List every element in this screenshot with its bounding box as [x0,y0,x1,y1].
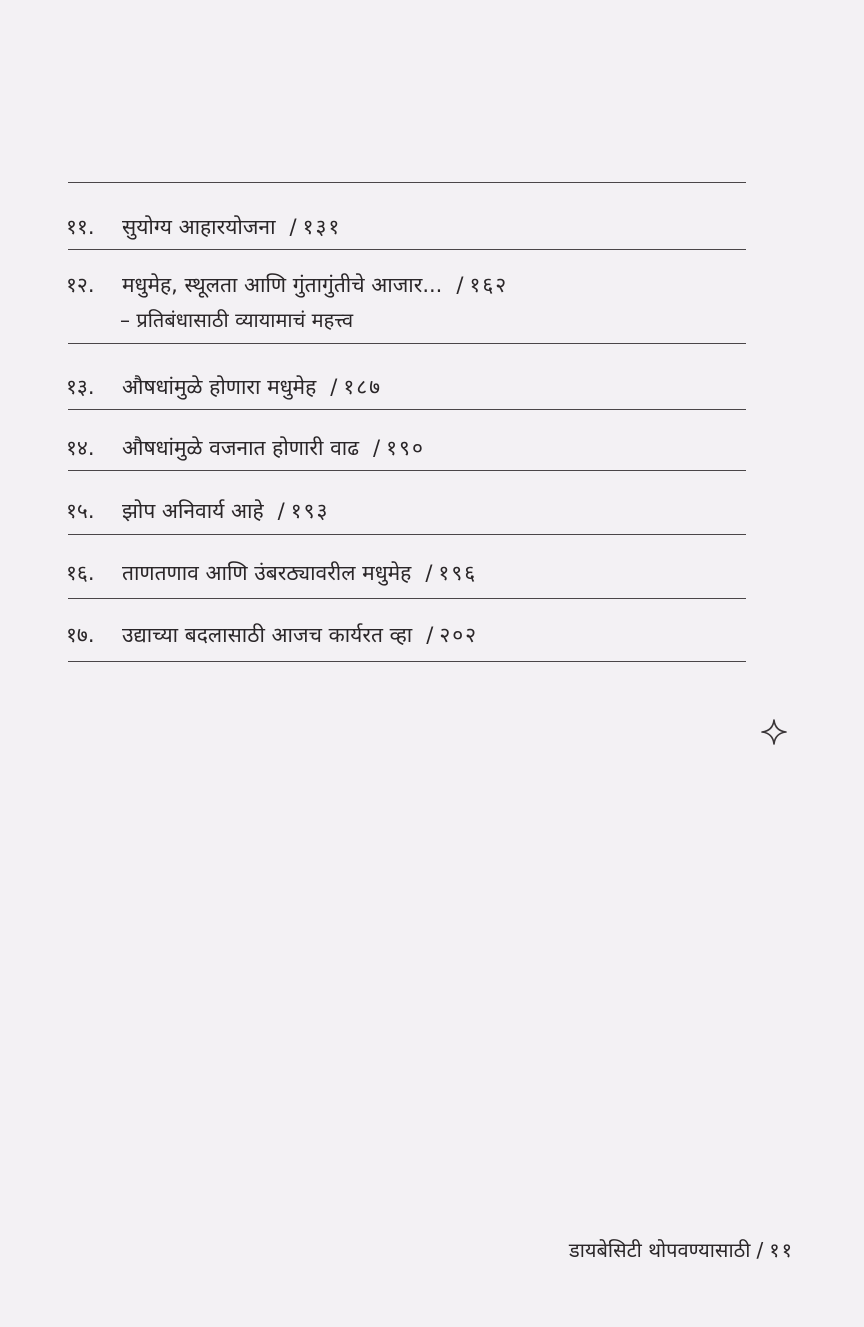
toc-entry-11 [66,212,756,242]
entry-page: १९३ [290,499,330,523]
four-point-star-icon [760,718,788,746]
entry-number: १४. [66,436,95,460]
entry-title: झोप अनिवार्य आहे [122,499,264,523]
divider-line [68,534,746,535]
entry-title: औषधांमुळे होणारा मधुमेह [122,375,317,399]
entry-separator: / [426,623,434,647]
entry-separator: / [456,273,464,297]
toc-entry-14 [66,433,756,463]
entry-subtitle: – प्रतिबंधासाठी व्यायामाचं महत्त्व [120,308,354,332]
entry-title: ताणतणाव आणि उंबरठ्यावरील मधुमेह [122,561,412,585]
entry-separator: / [289,215,297,239]
entry-title: उद्याच्या बदलासाठी आजच कार्यरत व्हा [122,623,413,647]
entry-page: १९६ [438,561,478,585]
divider-line [68,343,746,344]
entry-page: १३१ [302,215,342,239]
entry-separator: / [277,499,285,523]
page-number: ११ [769,1238,794,1262]
entry-separator: / [330,375,338,399]
divider-line [68,249,746,250]
entry-title: मधुमेह, स्थूलता आणि गुंतागुंतीचे आजार... [122,273,443,297]
toc-entry-15 [66,496,756,526]
entry-page: १९० [386,436,425,460]
entry-page: १८७ [343,375,383,399]
divider-line [68,470,746,471]
divider-line [68,182,746,183]
toc-entry-17 [66,620,756,650]
toc-entry-12 [66,270,756,300]
entry-title: सुयोग्य आहारयोजना [122,215,276,239]
entry-number: १६. [66,561,95,585]
toc-entry-13 [66,372,756,402]
entry-number: ११. [66,215,95,239]
entry-number: १५. [66,499,95,523]
page-footer [569,1236,794,1264]
divider-line [68,661,746,662]
toc-entry-16 [66,558,756,588]
footer-separator: / [756,1238,764,1262]
divider-line [68,409,746,410]
running-title: डायबेसिटी थोपवण्यासाठी [569,1238,751,1262]
entry-number: १७. [66,623,95,647]
entry-separator: / [373,436,381,460]
entry-title: औषधांमुळे वजनात होणारी वाढ [122,436,360,460]
entry-page: २०२ [439,623,479,647]
entry-page: १६२ [469,273,509,297]
divider-line [68,598,746,599]
entry-separator: / [425,561,433,585]
entry-number: १२. [66,273,95,297]
entry-number: १३. [66,375,95,399]
